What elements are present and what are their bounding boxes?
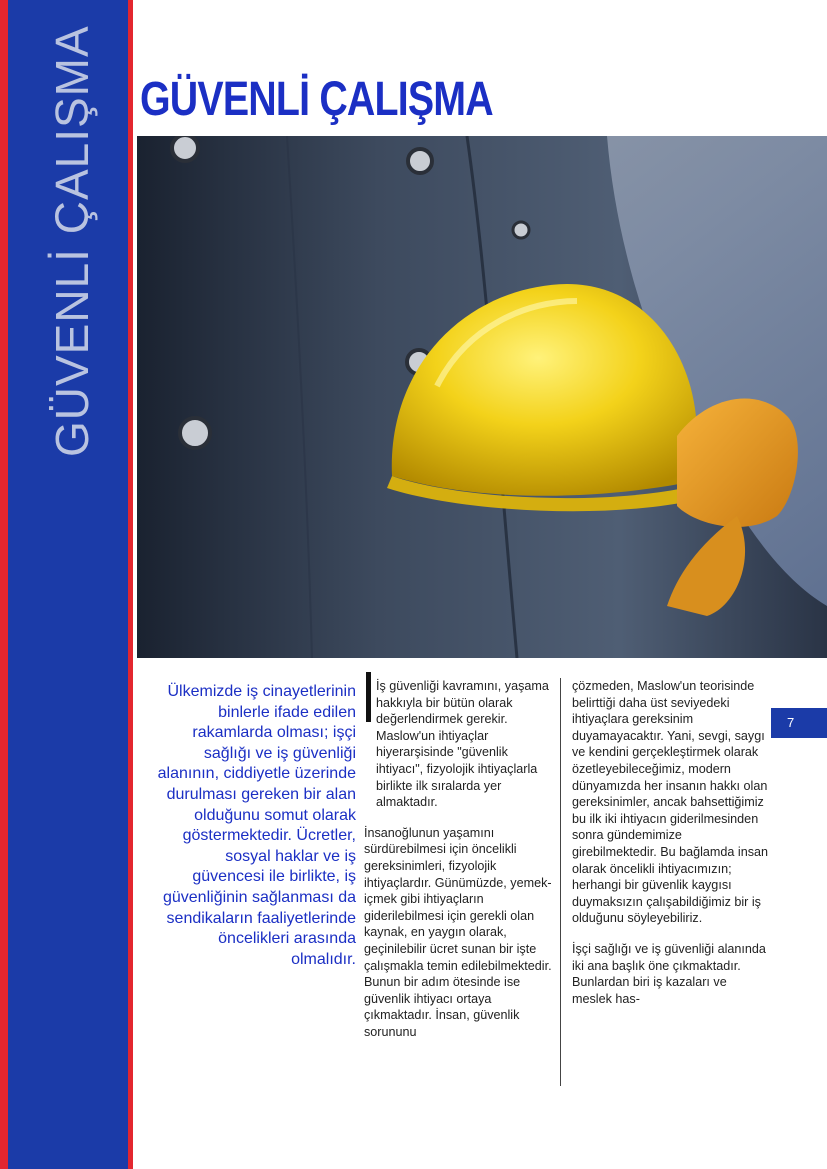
column2-paragraph-2: İşçi sağlığı ve iş güvenliği alanında iki ana başlık öne çıkmaktadır. Bunlardan biri iş kazaları ve meslek has- (572, 941, 766, 1006)
column2-paragraph-1: çözmeden, Maslow'un teorisinde belirttiği daha üst seviyedeki ihtiyaçlara gereksinim duyamayacaktır. Yani, sevgi, saygı ve kendini gerçekleştirmek olarak özetleyebileceğimiz, modern dünyamızda her insanın hakkı olan gereksinimler, ancak bahsettiğimiz bu ilk iki ihtiyacın giderilmesinden sonra gündemimize girebilmektedir. Bu bağlamda insan olarak öncelikli ihtiyacımızın; herhangi bir güvenlik kaygısı duymaksızın çalışabildiğimiz bir iş olduğunu söyleyebiliriz. (572, 679, 769, 926)
text-column-2 (572, 678, 768, 1021)
worker-hard-hat-photo (137, 136, 827, 658)
vertical-title-text: GÜVENLİ ÇALIŞMA (46, 25, 98, 457)
column1-paragraph-2: İnsanoğlunun yaşamını sürdürebilmesi için öncelikli gereksinimleri, fizyolojik ihtiyaçlardır. Günümüzde, yemek-içmek gibi ihtiyaçların giderilebilmesi için gerekli olan kaynak, en yaygın olarak, geçinilebilir ücret sunan bir işte çalışmakla temin edilebilmektedir. Bunun bir adım ötesinde ise güvenlik ihtiyacı ortaya çıkmaktadır. İnsan, güvenlik sorununu (364, 825, 552, 1039)
page-number-badge: 7 (771, 708, 827, 738)
page-headline: GÜVENLİ ÇALIŞMA (140, 73, 493, 126)
column1-paragraph-1: İş güvenliği kavramını, yaşama hakkıyla bir bütün olarak değerlendirmek gerekir. Maslow'un ihtiyaçlar hiyerarşisinde "güvenlik ihtiyacı", fizyolojik ihtiyaçlarla birlikte ilk sıralarda yer almaktadır. (376, 679, 549, 810)
text-column-1 (364, 678, 558, 1054)
intro-paragraph: Ülkemizde iş cinayetlerinin binlerle ifade edilen rakamlarda olması; işçi sağlığı ve iş güvenliği alanının, ciddiyetle üzerinde durulması gereken bir alan olduğunu somut olarak göstermektedir. Ücretler, sosyal haklar ve iş güvencesi ile birlikte, iş güvenliğinin sağlanması da sendikaların faaliyetlerinde öncelikleri arasında olmalıdır. (157, 683, 356, 968)
column-divider (560, 678, 561, 1086)
red-edge-stripe (128, 0, 133, 1169)
red-side-stripe (0, 0, 8, 1169)
